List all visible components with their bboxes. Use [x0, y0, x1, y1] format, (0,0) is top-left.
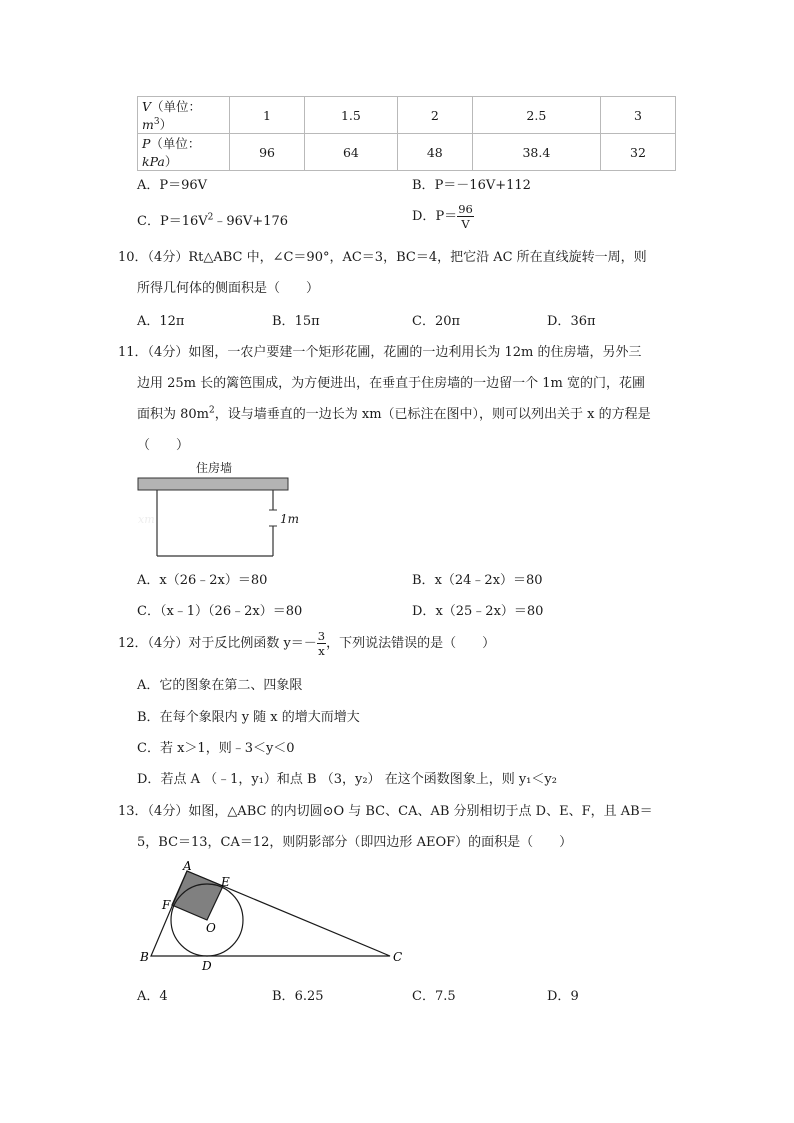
- q10-stem-line1: 10．（4分）Rt△ABC 中，∠C＝90°，AC＝3，BC＝4，把它沿 AC 所在直线旋转一周，则: [118, 250, 647, 265]
- q12-option-b: B．在每个象限内 y 随 x 的增大而增大: [137, 710, 360, 725]
- table-cell: 64: [305, 134, 398, 171]
- table-cell: 48: [397, 134, 472, 171]
- q13-option-a: A．4: [137, 989, 168, 1004]
- q10-stem-line2: 所得几何体的侧面积是（ ）: [137, 281, 320, 296]
- table-row: [138, 97, 676, 134]
- door-label: 1m: [280, 512, 300, 526]
- label-b: B: [140, 950, 149, 964]
- q11-option-d: D．x（25﹣2x）＝80: [412, 604, 544, 619]
- table-cell: 3: [600, 97, 675, 134]
- q9-option-d: D．P＝ $\frac{96}{V}$: [412, 202, 473, 231]
- table-cell: 32: [600, 134, 675, 171]
- table-cell: 2.5: [472, 97, 600, 134]
- q11-stem-line1: 11．（4分）如图，一农户要建一个矩形花圃，花圃的一边利用长为 12m 的住房墙，另外三: [118, 345, 642, 360]
- table-cell: 38.4: [472, 134, 600, 171]
- q13-stem-line1: 13．（4分）如图，△ABC 的内切圆⊙O 与 BC、CA、AB 分别相切于点 D、E、F，且 AB＝: [118, 804, 653, 819]
- triangle-figure: [130, 855, 420, 975]
- q10-option-b: B．15π: [272, 314, 320, 329]
- q11-stem-line2: 边用 25m 长的篱笆围成，为方便进出，在垂直于住房墙的一边留一个 1m 宽的门，花圃: [137, 376, 645, 391]
- house-wall: [138, 478, 288, 490]
- q11-option-a: A．x（26﹣2x）＝80: [137, 573, 268, 588]
- table-row: [138, 134, 676, 171]
- fraction: $\frac{3}{x}$: [317, 629, 326, 658]
- q12-option-c: C．若 x＞1，则﹣3＜y＜0: [137, 741, 295, 756]
- q11-stem-line4: （ ）: [137, 438, 190, 453]
- q10-option-a: A．12π: [137, 314, 185, 329]
- table-cell: 2: [397, 97, 472, 134]
- label-c: C: [393, 950, 403, 964]
- data-table: [137, 96, 676, 171]
- q11-option-c: C．（x﹣1）（26﹣2x）＝80: [137, 604, 303, 619]
- q10-option-d: D．36π: [547, 314, 596, 329]
- q13-stem-line2: 5，BC＝13，CA＝12，则阴影部分（即四边形 AEOF）的面积是（ ）: [137, 835, 573, 850]
- q9-option-c: C．$P=16V^2﹣96V+176$: [137, 212, 289, 229]
- table-cell: 1.5: [305, 97, 398, 134]
- wall-label: 住房墙: [196, 461, 233, 475]
- q11-stem-line3: 面积为 $80m^2$，设与墙垂直的一边长为 xm（已标注在图中），则可以列出关于 x 的方程是: [137, 405, 651, 422]
- q12-option-a: A．它的图象在第二、四象限: [137, 678, 303, 693]
- q13-option-b: B．6.25: [272, 989, 324, 1004]
- q13-option-d: D．9: [547, 989, 579, 1004]
- table-cell: 96: [230, 134, 305, 171]
- label-d: D: [202, 959, 212, 973]
- row-header-p: P（单位：kPa）: [138, 134, 230, 171]
- label-f: F: [162, 898, 171, 912]
- table-cell: 1: [230, 97, 305, 134]
- label-o: O: [206, 921, 216, 935]
- fraction: $\frac{96}{V}$: [458, 202, 473, 231]
- shaded-quadrilateral-aeof: [172, 871, 223, 920]
- row-header-v: V（单位：$m^3$）: [138, 97, 230, 134]
- q12-option-d: D．若点 A （﹣1，y₁）和点 B （3，y₂） 在这个函数图象上，则 y₁＜y₂: [137, 772, 557, 787]
- q9-option-b: B．P＝－16V+112: [412, 178, 531, 193]
- side-label: xm: [138, 513, 155, 526]
- q9-option-a: A．P＝96V: [137, 178, 208, 193]
- q10-option-c: C．20π: [412, 314, 461, 329]
- label-a: A: [183, 859, 192, 873]
- q11-option-b: B．x（24﹣2x）＝80: [412, 573, 543, 588]
- q13-option-c: C．7.5: [412, 989, 456, 1004]
- garden-figure: [130, 455, 310, 565]
- label-e: E: [221, 875, 230, 889]
- q12-stem: 12．（4分）对于反比例函数 y＝－ $\frac{3}{x}$ ，下列说法错误的是（ ）: [118, 629, 496, 658]
